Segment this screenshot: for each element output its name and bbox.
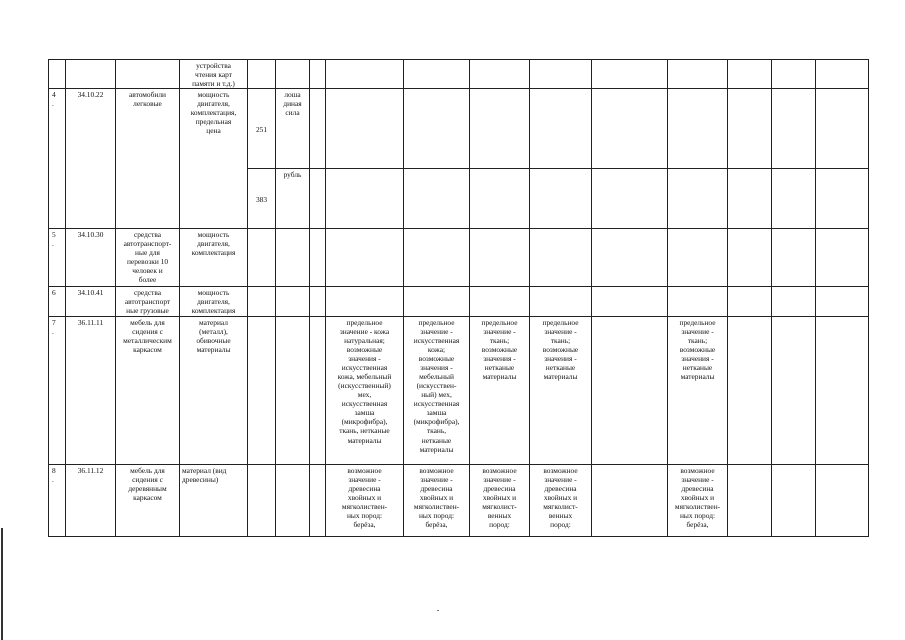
okpd-code: 34.10.30: [66, 229, 116, 287]
requirement-cell: предельное значение - ткань; возможные значения - нетканые материалы: [668, 317, 728, 465]
requirement-cell: [772, 465, 816, 537]
requirement-cell: [772, 317, 816, 465]
requirement-cell: [310, 169, 326, 229]
requirement-cell: [772, 169, 816, 229]
row-number: 7 .: [49, 317, 66, 465]
unit-name: лоша диная сила: [276, 89, 310, 169]
requirement-cell: [470, 89, 530, 169]
requirement-cell: [772, 89, 816, 169]
requirement-cell: [404, 287, 470, 317]
unit-name: [276, 317, 310, 465]
characteristic: материал (металл), обивочные материалы: [180, 317, 248, 465]
row-number: 5 .: [49, 229, 66, 287]
requirement-cell: [816, 60, 869, 89]
requirement-cell: [592, 465, 668, 537]
row-number: 6: [49, 287, 66, 317]
table-row: [49, 89, 869, 169]
requirement-cell: [530, 89, 592, 169]
requirement-cell: [530, 60, 592, 89]
requirement-cell: [816, 229, 869, 287]
requirement-cell: [816, 317, 869, 465]
okei-code: [248, 465, 276, 537]
requirement-cell: [530, 169, 592, 229]
table-row: [49, 317, 869, 465]
requirement-cell: [310, 287, 326, 317]
characteristic: устройства чтения карт памяти и т.д.): [180, 60, 248, 89]
table-row: [49, 465, 869, 537]
requirement-cell: [326, 89, 404, 169]
item-name: автомобили легковые: [116, 89, 180, 229]
okei-code: 383: [248, 169, 276, 229]
scan-edge-mark: [1, 528, 3, 640]
requirement-cell: [470, 287, 530, 317]
requirement-cell: предельное значение - ткань; возможные значения - нетканые материалы: [530, 317, 592, 465]
okei-code: [248, 287, 276, 317]
requirement-cell: [728, 317, 772, 465]
unit-name: [276, 60, 310, 89]
okei-code: 251: [248, 89, 276, 169]
requirement-cell: [326, 287, 404, 317]
requirement-cell: [404, 89, 470, 169]
requirement-cell: [668, 60, 728, 89]
unit-name: рубль: [276, 169, 310, 229]
requirement-cell: [668, 89, 728, 169]
requirement-cell: [668, 229, 728, 287]
okpd-code: 34.10.41: [66, 287, 116, 317]
requirement-cell: [668, 169, 728, 229]
requirement-cell: [668, 287, 728, 317]
requirement-cell: предельное значение - ткань; возможные значения - нетканые материалы: [470, 317, 530, 465]
requirement-cell: [592, 317, 668, 465]
requirement-cell: [728, 169, 772, 229]
requirement-cell: [404, 60, 470, 89]
requirement-cell: [816, 465, 869, 537]
requirement-cell: [404, 169, 470, 229]
requirement-cell: [404, 229, 470, 287]
requirement-cell: возможное значение - древесина хвойных и мягколиствен- ных пород: берёза,: [326, 465, 404, 537]
requirement-cell: [470, 60, 530, 89]
requirement-cell: [728, 60, 772, 89]
requirement-cell: [728, 465, 772, 537]
requirement-cell: возможное значение - древесина хвойных и мягколист- венных пород:: [470, 465, 530, 537]
requirement-cell: предельное значение - искусственная кожа; возможные значения - мебельный (искусствен- ный) мех, искусственная замша (микрофибра), ткань, нетканые материалы: [404, 317, 470, 465]
requirement-cell: [310, 89, 326, 169]
unit-name: [276, 287, 310, 317]
okpd-code: 36.11.12: [66, 465, 116, 537]
okpd-code: 34.10.22: [66, 89, 116, 229]
row-number: 4 .: [49, 89, 66, 229]
table-row: [49, 60, 869, 89]
requirement-cell: [592, 169, 668, 229]
requirement-cell: [772, 287, 816, 317]
item-name: [116, 60, 180, 89]
requirement-cell: [530, 287, 592, 317]
okei-code: [248, 60, 276, 89]
requirement-cell: [728, 89, 772, 169]
unit-name: [276, 465, 310, 537]
requirement-cell: [326, 229, 404, 287]
item-name: средства автотранспорт ные грузовые: [116, 287, 180, 317]
okpd-code: [66, 60, 116, 89]
requirement-cell: [772, 229, 816, 287]
requirement-cell: [592, 60, 668, 89]
requirement-cell: [470, 169, 530, 229]
characteristic: мощность двигателя, комплектация: [180, 287, 248, 317]
requirement-cell: возможное значение - древесина хвойных и мягколиствен- ных пород: берёза,: [404, 465, 470, 537]
requirement-cell: [728, 287, 772, 317]
requirement-cell: [592, 287, 668, 317]
characteristic: материал (вид древесины): [180, 465, 248, 537]
item-name: средства автотранспорт- ные для перевозки 10 человек и более: [116, 229, 180, 287]
characteristic: мощность двигателя, комплектация, предельная цена: [180, 89, 248, 229]
row-number: [49, 60, 66, 89]
requirement-cell: [310, 317, 326, 465]
okei-code: [248, 317, 276, 465]
table-row: [49, 229, 869, 287]
table-row: [49, 287, 869, 317]
requirement-cell: предельное значение - кожа натуральная; возможные значения - искусственная кожа, мебельный (искусственный) мех, искусственная замша (микрофибра), ткань, нетканые материалы: [326, 317, 404, 465]
requirement-cell: [310, 465, 326, 537]
requirement-cell: [310, 60, 326, 89]
requirement-cell: возможное значение - древесина хвойных и мягколиствен- ных пород: берёза,: [668, 465, 728, 537]
requirement-cell: возможное значение - древесина хвойных и мягколист- венных пород:: [530, 465, 592, 537]
requirement-cell: [728, 229, 772, 287]
requirement-cell: [530, 229, 592, 287]
requirement-cell: [326, 60, 404, 89]
requirement-cell: [470, 229, 530, 287]
requirement-cell: [772, 60, 816, 89]
requirement-cell: [326, 169, 404, 229]
item-name: мебель для сидения с деревянным каркасом: [116, 465, 180, 537]
item-name: мебель для сидения с металлическим каркасом: [116, 317, 180, 465]
unit-name: [276, 229, 310, 287]
row-number: 8 .: [49, 465, 66, 537]
scan-dot: [437, 610, 439, 611]
characteristic: мощность двигателя, комплектация: [180, 229, 248, 287]
okei-code: [248, 229, 276, 287]
okpd-code: 36.11.11: [66, 317, 116, 465]
requirement-cell: [592, 89, 668, 169]
requirement-cell: [816, 169, 869, 229]
requirement-cell: [592, 229, 668, 287]
requirements-table: [48, 59, 869, 537]
requirement-cell: [310, 229, 326, 287]
requirement-cell: [816, 89, 869, 169]
requirement-cell: [816, 287, 869, 317]
